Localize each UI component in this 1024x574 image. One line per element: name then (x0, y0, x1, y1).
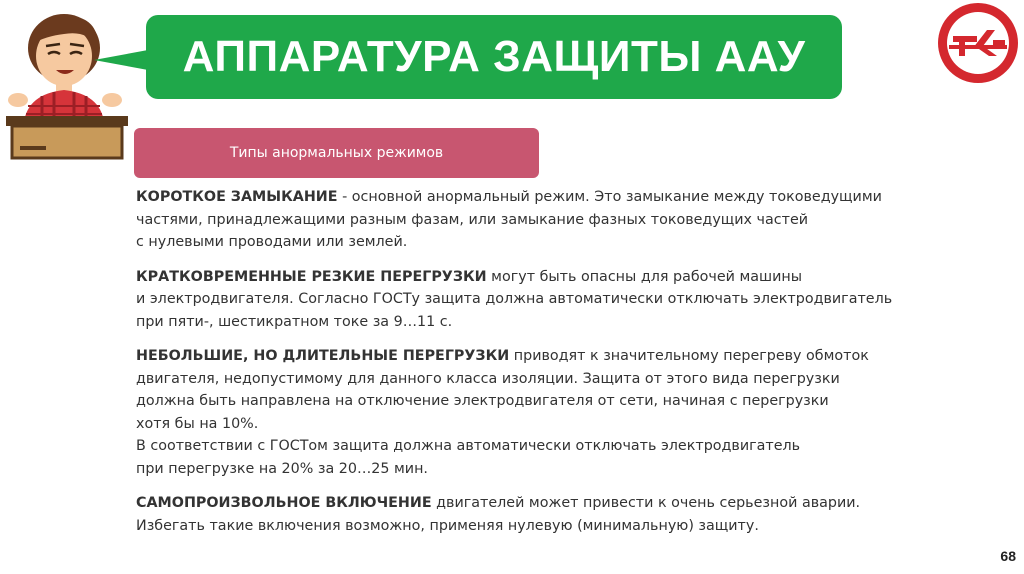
section-subtitle-label: Типы анормальных режимов (229, 145, 444, 161)
company-logo-icon (935, 0, 1021, 86)
content-body (136, 186, 916, 549)
title-banner (146, 15, 842, 99)
section-subtitle (134, 128, 539, 178)
term: НЕБОЛЬШИЕ, НО ДЛИТЕЛЬНЫЕ ПЕРЕГРУЗКИ (136, 348, 510, 364)
teacher-mascot-icon (2, 4, 130, 160)
page-number: 68 (1000, 548, 1016, 564)
term: САМОПРОИЗВОЛЬНОЕ ВКЛЮЧЕНИЕ (136, 495, 432, 511)
paragraph-short-circuit: КОРОТКОЕ ЗАМЫКАНИЕ - основной анормальный режим. Это замыкание между токоведущими частями, принадлежащими разным фазам, или замыкание фазных токоведущих частей с нулевыми проводами или землей. (136, 189, 882, 250)
title-bubble-tail (94, 50, 148, 70)
paragraph-long-overloads: НЕБОЛЬШИЕ, НО ДЛИТЕЛЬНЫЕ ПЕРЕГРУЗКИ приводят к значительному перегреву обмоток двигателя, недопустимому для данного класса изоляции. Защита от этого вида перегрузки должна быть направлена на отключение электродвигателя от сети, начиная с перегрузки хотя бы на 10%. В соответствии с ГОСТом защита должна автоматически отключать электродвигатель при перегрузке на 20% за 20…25 мин. (136, 348, 869, 477)
paragraph-short-overloads: КРАТКОВРЕМЕННЫЕ РЕЗКИЕ ПЕРЕГРУЗКИ могут быть опасны для рабочей машины и электродвигателя. Согласно ГОСТу защита должна автоматически отключать электродвигатель при пяти-, шестикратном токе за 9…11 с. (136, 268, 893, 330)
page-title: АППАРАТУРА ЗАЩИТЫ ААУ (182, 32, 806, 81)
term: КОРОТКОЕ ЗАМЫКАНИЕ (136, 189, 338, 205)
paragraph-spontaneous-start: САМОПРОИЗВОЛЬНОЕ ВКЛЮЧЕНИЕ двигателей может привести к очень серьезной аварии. Избегать такие включения возможно, применяя нулевую (минимальную) защиту. (136, 495, 861, 534)
term: КРАТКОВРЕМЕННЫЕ РЕЗКИЕ ПЕРЕГРУЗКИ (136, 268, 487, 285)
